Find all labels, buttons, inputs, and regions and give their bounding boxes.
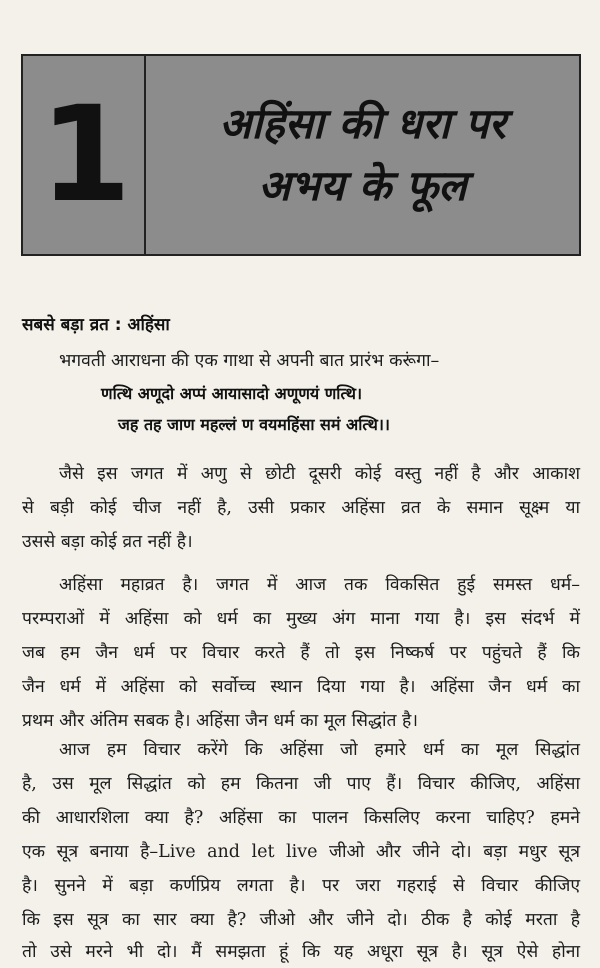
paragraph-2-line-5: प्रथम और अंतिम सबक है। अहिंसा जैन धर्म का मूल सिद्धांत है।	[22, 711, 418, 731]
chapter-title-line-1: अहिंसा की धरा पर	[219, 99, 506, 148]
chapter-number: 1	[39, 78, 128, 232]
intro-line: भगवती आराधना की एक गाथा से अपनी बात प्रारंभ करूंगा–	[59, 351, 440, 371]
chapter-number-cell	[23, 56, 146, 254]
section-heading: सबसे बड़ा व्रत : अहिंसा	[22, 315, 170, 335]
verse-line-1: णत्थि अणूदो अप्पं आयासादो अणूणयं णत्थि।	[101, 384, 363, 403]
paragraph-2-line-2: परम्पराओं में अहिंसा को धर्म का मुख्य अंग माना गया है। इस संदर्भ में	[22, 609, 580, 629]
paragraph-2-line-1: अहिंसा महाव्रत है। जगत में आज तक विकसित हुई समस्त धर्म–	[59, 575, 580, 595]
chapter-header-box	[21, 54, 581, 256]
paragraph-1-line-3: उससे बड़ा कोई व्रत नहीं है।	[22, 532, 193, 552]
paragraph-2-line-3: जब हम जैन धर्म पर विचार करते हैं तो इस निष्कर्ष पर पहुंचते हैं कि	[22, 643, 580, 663]
paragraph-3-line-5: है। सुनने में बड़ा कर्णप्रिय लगता है। पर जरा गहराई से विचार कीजिए	[22, 876, 580, 896]
paragraph-3-line-1: आज हम विचार करेंगे कि अहिंसा जो हमारे धर्म का मूल सिद्धांत	[59, 740, 580, 760]
verse-line-2: जह तह जाण महल्लं ण वयमहिंसा समं अत्थि।।	[118, 415, 390, 434]
paragraph-3-line-4: एक सूत्र बनाया है–Live and let live जीओ और जीने दो। बड़ा मधुर सूत्र	[22, 842, 580, 862]
paragraph-3-line-6: कि इस सूत्र का सार क्या है? जीओ और जीने दो। ठीक है कोई मरता है	[22, 910, 580, 930]
paragraph-3-line-3: की आधारशिला क्या है? अहिंसा का पालन किसलिए करना चाहिए? हमने	[22, 808, 580, 828]
paragraph-1-line-2: से बड़ी कोई चीज नहीं है, उसी प्रकार अहिंसा व्रत के समान सूक्ष्म या	[22, 498, 580, 518]
paragraph-2-line-4: जैन धर्म में अहिंसा को सर्वोच्च स्थान दिया गया है। अहिंसा जैन धर्म का	[22, 677, 580, 697]
chapter-title-line-2: अभय के फूल	[258, 161, 467, 210]
paragraph-3-line-2: है, उस मूल सिद्धांत को हम कितना जी पाए हैं। विचार कीजिए, अहिंसा	[22, 774, 580, 794]
paragraph-3-line-7: तो उसे मरने भी दो। मैं समझता हूं कि यह अधूरा सूत्र है। सूत्र ऐसे होना	[22, 942, 580, 962]
chapter-title-cell	[146, 56, 579, 254]
paragraph-1-line-1: जैसे इस जगत में अणु से छोटी दूसरी कोई वस्तु नहीं है और आकाश	[59, 464, 580, 484]
